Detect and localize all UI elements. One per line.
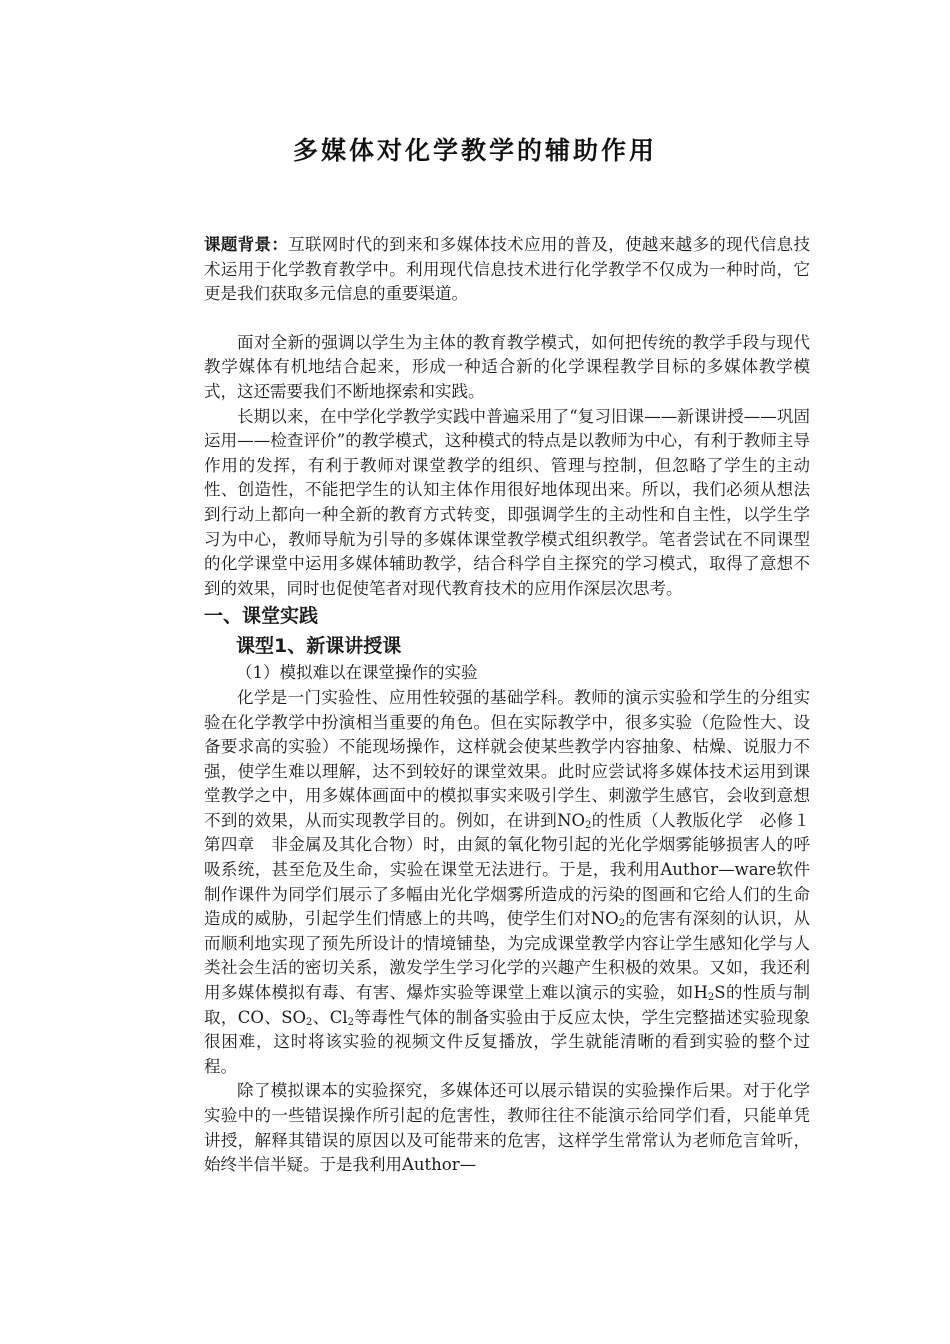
subscript: 2 <box>707 992 715 1004</box>
background-text: 互联网时代的到来和多媒体技术应用的普及，使越来越多的现代信息技术运用于化学教育教学中。利用现代信息技术进行化学教学不仅成为一种时尚，它更是我们获取多元信息的重要渠道。 <box>204 235 811 304</box>
point-heading: （1）模拟难以在课堂操作的实验 <box>236 663 478 683</box>
document-body <box>204 233 827 1178</box>
background-label: 课题背景： <box>204 235 289 254</box>
section-heading: 一、课堂实践 <box>204 605 319 628</box>
subscript: 2 <box>585 819 592 831</box>
intro-paragraph-2: 长期以来，在中学化学教学实践中普遍采用了“复习旧课——新课讲授——巩固运用——检查评价”的教学模式，这种模式的特点是以教师为中心，有利于教师主导作用的发挥，有利于教师对课堂教学的组织、管理与控制，但忽略了学生的主动性、创造性，不能把学生的认知主体作用很好地体现出来。所以，我们必须从想法到行动上都向一种全新的教育方式转变，即强调学生的主动性和自主性，以学生学习为中心，教师导航为引导的多媒体课堂教学模式组织教学。笔者尝试在不同课型的化学课堂中运用多媒体辅助教学，结合科学自主探究的学习模式，取得了意想不到的效果，同时也促使笔者对现代教育技术的应用作深层次思考。 <box>204 406 810 598</box>
text-run: 的性质（人教版化学 必修１ 第四章 非金属及其化合物）时，由氮的氧化物引起的光化学烟雾能够损害人的呼吸系统，甚至危及生命，实验在课堂无法进行。于是，我利用Author—ware软件制作课件为同学们展示了多幅由光化学烟雾所造成的污染的图画和它给人们的生命造成的威胁，引起学生们情感上的共鸣，使学生们对NO <box>204 810 827 929</box>
intro-paragraph-1: 面对全新的强调以学生为主体的教育教学模式，如何把传统的教学手段与现代教学媒体有机地结合起来，形成一种适合新的化学课程教学目标的多媒体教学模式，这还需要我们不断地探索和实践。 <box>204 332 810 401</box>
body-paragraph-2: 除了模拟课本的实验探究，多媒体还可以展示错误的实验操作后果。对于化学实验中的一些错误操作所引起的危害性，教师往往不能演示给同学们看，只能单凭讲授，解释其错误的原因以及可能带来的危害，这样学生常常认为老师危言耸听，始终半信半疑。于是我利用Author— <box>204 1081 810 1175</box>
subscript: 2 <box>306 1016 313 1028</box>
background-paragraph <box>204 233 810 307</box>
text-run: 、Cl <box>312 1007 348 1027</box>
subscript: 2 <box>347 1016 354 1028</box>
text-run: 等毒性气体的制备实验由于反应太快，学生完整描述实验现象很困难，这时将该实验的视频文件反复播放，学生就能清晰的看到实验的整个过程。 <box>204 1007 811 1076</box>
subscript: 2 <box>618 918 626 930</box>
text-run: 化学是一门实验性、应用性较强的基础学科。教师的演示实验和学生的分组实验在化学教学中扮演相当重要的角色。但在实际教学中，很多实验（危险性大、设备要求高的实验）不能现场操作，这样就会使某些教学内容抽象、枯燥、说服力不强，使学生难以理解，达不到较好的课堂效果。此时应尝试将多媒体技术运用到课堂教学之中，用多媒体画面中的模拟事实来吸引学生、刺激学生感官，会收到意想不到的效果，从而实现教学目的。例如，在讲到NO <box>204 687 810 830</box>
subsection-heading: 课型1、新课讲授课 <box>236 635 402 658</box>
paragraph-gap <box>204 307 810 331</box>
text-run: 的危害有深刻的认识，从而顺利地实现了预先所设计的情境铺垫，为完成课堂教学内容让学生感知化学与人类社会生活的密切关系，激发学生学习化学的兴趣产生积极的效果。又如，我还利用多媒体模拟有毒、有害、爆炸实验等课堂上难以演示的实验，如H <box>204 909 811 1003</box>
text-run: S的性质与制取，CO、SO <box>204 983 811 1027</box>
document-title: 多媒体对化学教学的辅助作用 <box>292 136 657 165</box>
body-paragraph-1 <box>204 686 827 1080</box>
